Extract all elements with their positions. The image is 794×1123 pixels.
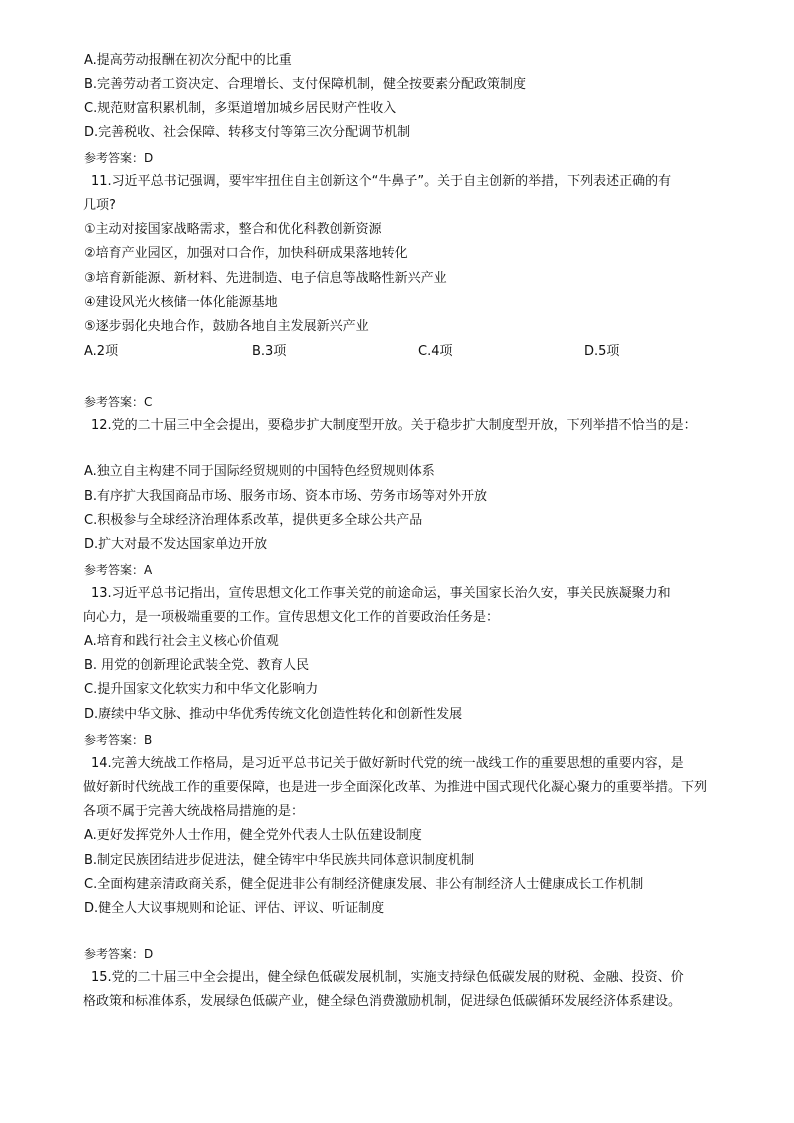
- option-a: A.更好发挥党外人士作用，健全党外代表人士队伍建设制度: [84, 828, 422, 843]
- option-c: C.提升国家文化软实力和中华文化影响力: [84, 682, 319, 697]
- question-13-line-2: 向心力，是一项极端重要的工作。宣传思想文化工作的首要政治任务是：: [83, 610, 500, 625]
- question-15-line-1: 15.党的二十届三中全会提出，健全绿色低碳发展机制，实施支持绿色低碳发展的财税、金融、投资、价: [91, 970, 684, 985]
- option-b: B.有序扩大我国商品市场、服务市场、资本市场、劳务市场等对外开放: [84, 489, 488, 504]
- question-11-options: [84, 342, 704, 362]
- option-a: A.独立自主构建不同于国际经贸规则的中国特色经贸规则体系: [84, 464, 435, 479]
- question-14-line-2: 做好新时代统战工作的重要保障，也是进一步全面深化改革、为推进中国式现代化凝心聚力的重要举措。下列: [83, 780, 708, 795]
- option-c: C.积极参与全球经济治理体系改革，提供更多全球公共产品: [84, 513, 423, 528]
- question-12-line-1: 12.党的二十届三中全会提出，要稳步扩大制度型开放。关于稳步扩大制度型开放，下列举措不恰当的是：: [91, 418, 697, 433]
- option-c: C.规范财富积累机制，多渠道增加城乡居民财产性收入: [84, 101, 397, 116]
- option-a: A.培育和践行社会主义核心价值观: [84, 634, 279, 649]
- question-14-line-3: 各项不属于完善大统战格局措施的是：: [83, 804, 305, 819]
- option-d: D.健全人大议事规则和论证、评估、评议、听证制度: [84, 901, 385, 916]
- option-c: C.4项: [418, 344, 453, 359]
- answer: 参考答案：C: [84, 395, 153, 409]
- answer: 参考答案：D: [84, 151, 154, 165]
- option-d: D.5项: [584, 344, 620, 359]
- option-d: D.扩大对最不发达国家单边开放: [84, 537, 268, 552]
- option-b: B.3项: [252, 344, 287, 359]
- question-11-item-2: ②培育产业园区，加强对口合作，加快科研成果落地转化: [84, 246, 408, 261]
- option-a: A.提高劳动报酬在初次分配中的比重: [84, 53, 292, 68]
- option-b: B.制定民族团结进步促进法，健全铸牢中华民族共同体意识制度机制: [84, 853, 475, 868]
- option-c: C.全面构建亲清政商关系，健全促进非公有制经济健康发展、非公有制经济人士健康成长工作机制: [84, 877, 644, 892]
- option-b: B.完善劳动者工资决定、合理增长、支付保障机制，健全按要素分配政策制度: [84, 77, 527, 92]
- question-11-item-4: ④建设风光火核储一体化能源基地: [84, 295, 278, 310]
- answer: 参考答案：B: [84, 733, 153, 747]
- question-11-line-2: 几项?: [83, 198, 116, 213]
- answer: 参考答案：A: [84, 563, 153, 577]
- question-15-line-2: 格政策和标准体系，发展绿色低碳产业，健全绿色消费激励机制，促进绿色低碳循环发展经济体系建设。: [83, 994, 682, 1009]
- option-a: A.2项: [84, 344, 119, 359]
- answer: 参考答案：D: [84, 947, 154, 961]
- question-11-item-1: ①主动对接国家战略需求，整合和优化科教创新资源: [84, 222, 382, 237]
- question-13-line-1: 13.习近平总书记指出，宣传思想文化工作事关党的前途命运，事关国家长治久安，事关民族凝聚力和: [91, 586, 671, 601]
- question-11-item-5: ⑤逐步弱化央地合作，鼓励各地自主发展新兴产业: [84, 319, 369, 334]
- option-d: D.赓续中华文脉、推动中华优秀传统文化创造性转化和创新性发展: [84, 707, 463, 722]
- option-b: B. 用党的创新理论武装全党、教育人民: [84, 658, 310, 673]
- question-11-line-1: 11.习近平总书记强调，要牢牢扭住自主创新这个“牛鼻子”。关于自主创新的举措，下列表述正确的有: [91, 174, 672, 189]
- option-d: D.完善税收、社会保障、转移支付等第三次分配调节机制: [84, 125, 411, 140]
- question-14-line-1: 14.完善大统战工作格局，是习近平总书记关于做好新时代党的统一战线工作的重要思想的重要内容，是: [91, 756, 684, 771]
- question-11-item-3: ③培育新能源、新材料、先进制造、电子信息等战略性新兴产业: [84, 271, 447, 286]
